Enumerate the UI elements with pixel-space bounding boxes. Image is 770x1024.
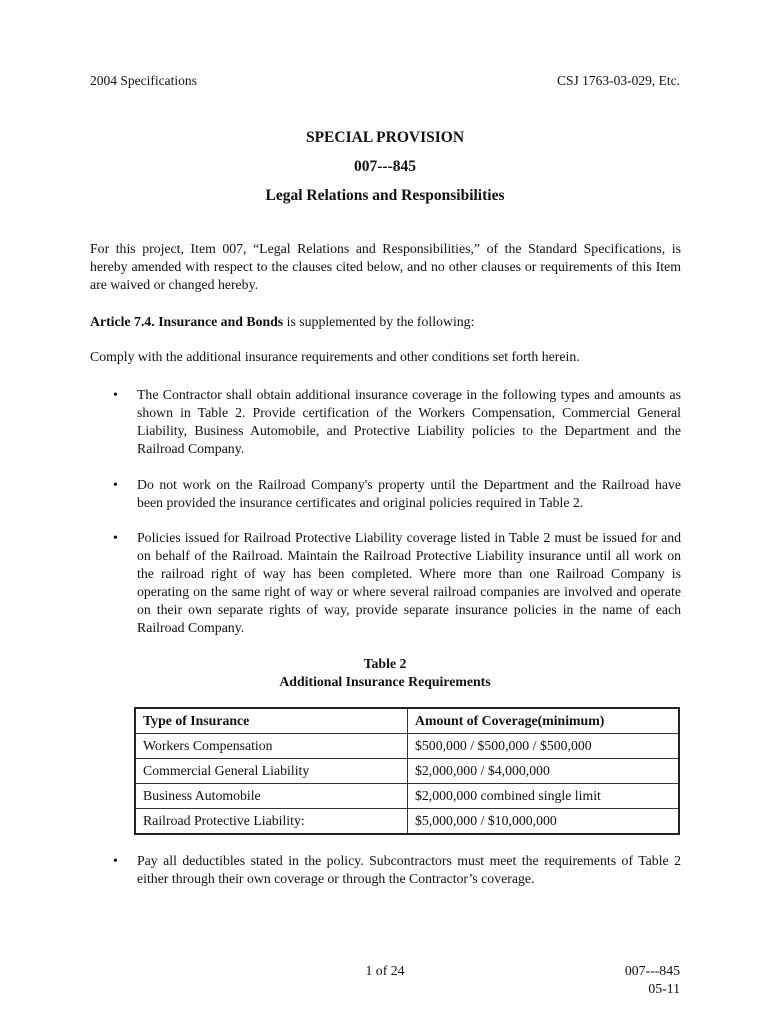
table-cell: $2,000,000 / $4,000,000 [408, 759, 680, 784]
table-cell: Business Automobile [135, 784, 408, 809]
title-subject: Legal Relations and Responsibilities [265, 187, 505, 204]
table-cell: Railroad Protective Liability: [135, 809, 408, 835]
table-cell: $500,000 / $500,000 / $500,000 [408, 734, 680, 759]
table-header-cell: Amount of Coverage(minimum) [408, 708, 680, 734]
title-special-provision: SPECIAL PROVISION [305, 129, 465, 146]
footer-page-number: 1 of 24 [365, 963, 405, 978]
footer-code-block [625, 962, 680, 998]
bullet-item-deductibles: Pay all deductibles stated in the policy. Subcontractors must meet the requirements of Table 2 either through their own coverage or through the Contractor’s coverage. [137, 853, 681, 886]
table-row [135, 759, 679, 784]
bullet-item-policies: Policies issued for Railroad Protective Liability coverage listed in Table 2 must be issued for and on behalf of the Railroad. Maintain the Railroad Protective Liability insurance until all work on the railroad right of way has been completed. Where more than one Railroad Company is operating on the same right of way or where several railroad companies are involved and operate on their own separate rights of way, provide separate insurance policies in the name of each Railroad Company. [137, 530, 681, 635]
comply-paragraph: Comply with the additional insurance requirements and other conditions set forth herein. [90, 349, 580, 364]
intro-paragraph: For this project, Item 007, “Legal Relations and Responsibilities,” of the Standard Specifications, is hereby amended with respect to the clauses cited below, and no other clauses or requirements of this Item are waived or changed hereby. [90, 241, 681, 292]
table-row [135, 734, 679, 759]
table-cell: Workers Compensation [135, 734, 408, 759]
table-row [135, 784, 679, 809]
article-rest: is supplemented by the following: [283, 314, 475, 329]
table-row [135, 809, 679, 835]
table-cell: $2,000,000 combined single limit [408, 784, 680, 809]
bullet-marker: • [113, 477, 118, 492]
bullet-item-coverage: The Contractor shall obtain additional insurance coverage in the following types and amounts as shown in Table 2. Provide certification of the Workers Compensation, Commercial General Liability, Business Automobile, and Protective Liability policies to the Department and the Railroad Company. [137, 387, 681, 456]
table-header-row [135, 708, 679, 734]
bullet-marker: • [113, 387, 118, 402]
footer-date: 05-11 [648, 981, 680, 996]
article-heading: Article 7.4. Insurance and Bonds [90, 314, 284, 329]
bullet-item-property: Do not work on the Railroad Company's property until the Department and the Railroad have been provided the insurance certificates and original policies required in Table 2. [137, 477, 681, 510]
title-provision-number: 007---845 [354, 158, 416, 175]
table-cell: $5,000,000 / $10,000,000 [408, 809, 680, 835]
bullet-marker: • [113, 530, 118, 545]
table-caption-number: Table 2 [363, 656, 407, 671]
insurance-table [134, 707, 680, 835]
table-caption-title: Additional Insurance Requirements [279, 674, 491, 689]
footer-provision-code: 007---845 [624, 963, 680, 978]
article-paragraph [90, 313, 681, 331]
header-spec-year: 2004 Specifications [90, 73, 197, 88]
table-header-cell: Type of Insurance [135, 708, 408, 734]
title-block [0, 128, 770, 215]
bullet-marker: • [113, 853, 118, 868]
header-csj-number: CSJ 1763-03-029, Etc. [557, 73, 680, 88]
table-cell: Commercial General Liability [135, 759, 408, 784]
